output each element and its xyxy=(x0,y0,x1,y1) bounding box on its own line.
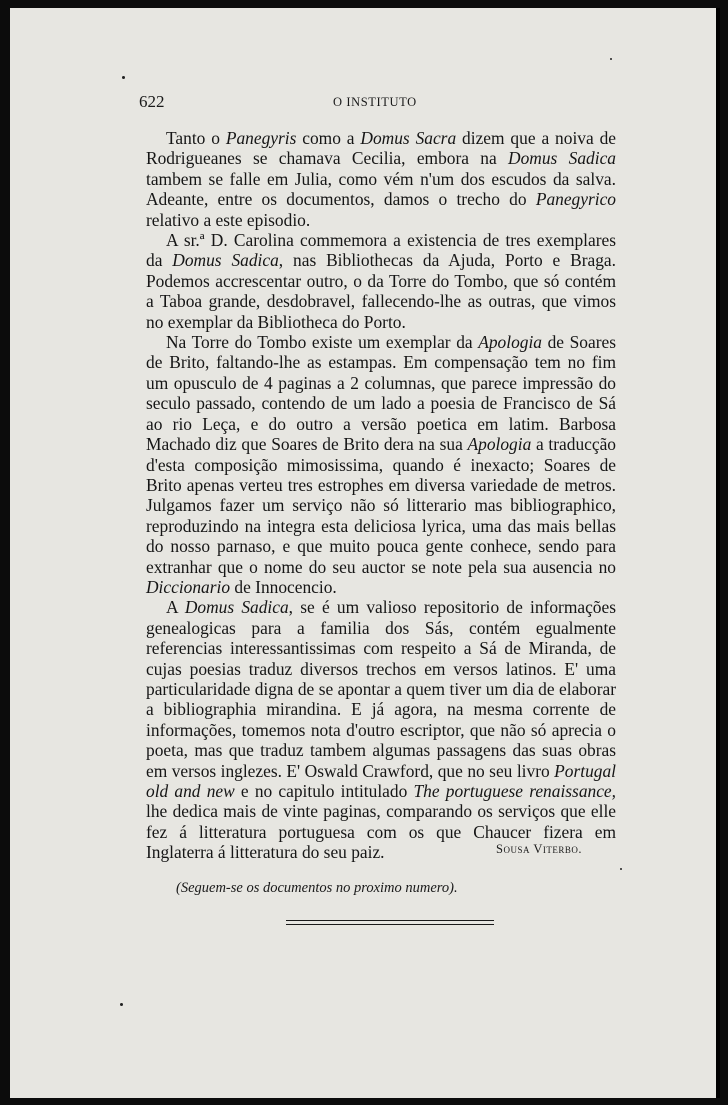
page-number: 622 xyxy=(139,92,165,111)
text-run: lhe dedica mais de vinte paginas, comparando os serviços que elle fez á litteratura portuguesa com os que Chaucer fizera em Inglaterra á litteratura do seu paiz. xyxy=(146,801,616,863)
text-run: como a xyxy=(296,128,361,148)
italic-title: Domus Sadica xyxy=(184,597,289,618)
running-title: O INSTITUTO xyxy=(333,95,417,109)
text-run: e no capitulo intitulado xyxy=(234,781,414,801)
text-run: A sr.ª D. Carolina commemora a existencia de tres exemplares da xyxy=(146,230,616,271)
text-run: Na Torre do Tombo existe um exemplar da xyxy=(166,332,479,353)
italic-title: Diccionario xyxy=(146,576,231,597)
text-run: tambem se falle em Julia, como vém n'um dos escudos da salva. Adeante, entre os documentos, damos o trecho do xyxy=(146,168,616,210)
italic-title: Portugal old and new xyxy=(146,760,616,801)
article-paragraph xyxy=(146,332,616,597)
text-run: dizem que a noiva de Rodrigueanes se chamava Cecilia, embora na xyxy=(146,128,616,169)
text-run: , nas Bibliothecas da Ajuda, Porto e Braga. Podemos accrescentar outro, o da Torre do Tombo, que só contém a Taboa grande, desdobravel, fallecendo-lhe as outras, que vimos no exemplar da Bibliotheca do Porto. xyxy=(146,250,616,332)
article-paragraph xyxy=(146,128,616,230)
italic-title: Panegyris xyxy=(225,128,297,148)
text-run: Tanto o xyxy=(166,128,226,148)
article-paragraph xyxy=(146,230,616,332)
italic-title: Apologia xyxy=(478,332,542,353)
page-header xyxy=(133,92,593,112)
double-rule-bottom xyxy=(286,924,494,925)
ink-speck xyxy=(120,1003,123,1006)
article-paragraph xyxy=(146,597,616,862)
ink-speck xyxy=(620,868,622,870)
ink-speck xyxy=(122,76,125,79)
italic-title: Domus Sadica xyxy=(172,250,279,271)
text-run: de Soares de Brito, faltando-lhe as estampas. Em compensação tem no fim um opusculo de 4 paginas a 2 columnas, que parece impressão do seculo passado, contendo de um lado a poesia de Francisco de Sá ao rio Leça, e do outro a versão poetica em latim. Barbosa Machado diz que Soares de Brito dera na sua xyxy=(146,332,616,455)
italic-title: Domus Sadica xyxy=(508,148,616,169)
italic-title: Domus Sacra xyxy=(360,128,457,148)
text-run: a traducção d'esta composição mimosissima, quando é inexacto; Soares de Brito apenas verteu tres estrophes em diversa variedade de metros. Julgamos fazer um serviço não só litterario mas bibliographico, reproduzindo na integra esta deliciosa lyrica, uma das mais bellas do nosso parnaso, e que muito pouca gente conhece, sendo para extranhar que o nome do seu auctor se note pela sua ausencia no xyxy=(146,434,616,577)
text-run: A xyxy=(166,597,185,618)
ink-speck xyxy=(610,58,612,60)
italic-title: Panegyrico xyxy=(535,189,616,210)
continuation-note: (Seguem-se os documentos no proximo numero). xyxy=(176,880,458,896)
italic-title: The portuguese renaissance, xyxy=(413,781,616,801)
italic-title: Apologia xyxy=(467,434,532,455)
text-run: , se é um valioso repositorio de informações genealogicas para a familia dos Sás, contém egualmente referencias interessantissimas com respeito a Sá de Miranda, de cujas poesias traduz diversos trechos em versos latinos. E' uma particularidade digna de se apontar a quem tiver um dia de elaborar a bibliographia mirandina. E já agora, na mesma corrente de informações, tomemos nota d'outro escriptor, que não só aprecia o poeta, mas que traduz tambem algumas passagens das suas obras em versos inglezes. E' Oswald Crawford, que no seu livro xyxy=(146,597,616,781)
double-rule-top xyxy=(286,920,494,921)
author-signature: Sousa Viterbo. xyxy=(496,842,583,856)
text-run: relativo a este episodio. xyxy=(146,209,311,230)
article-body xyxy=(146,128,616,863)
text-run: de Innocencio. xyxy=(230,576,337,597)
